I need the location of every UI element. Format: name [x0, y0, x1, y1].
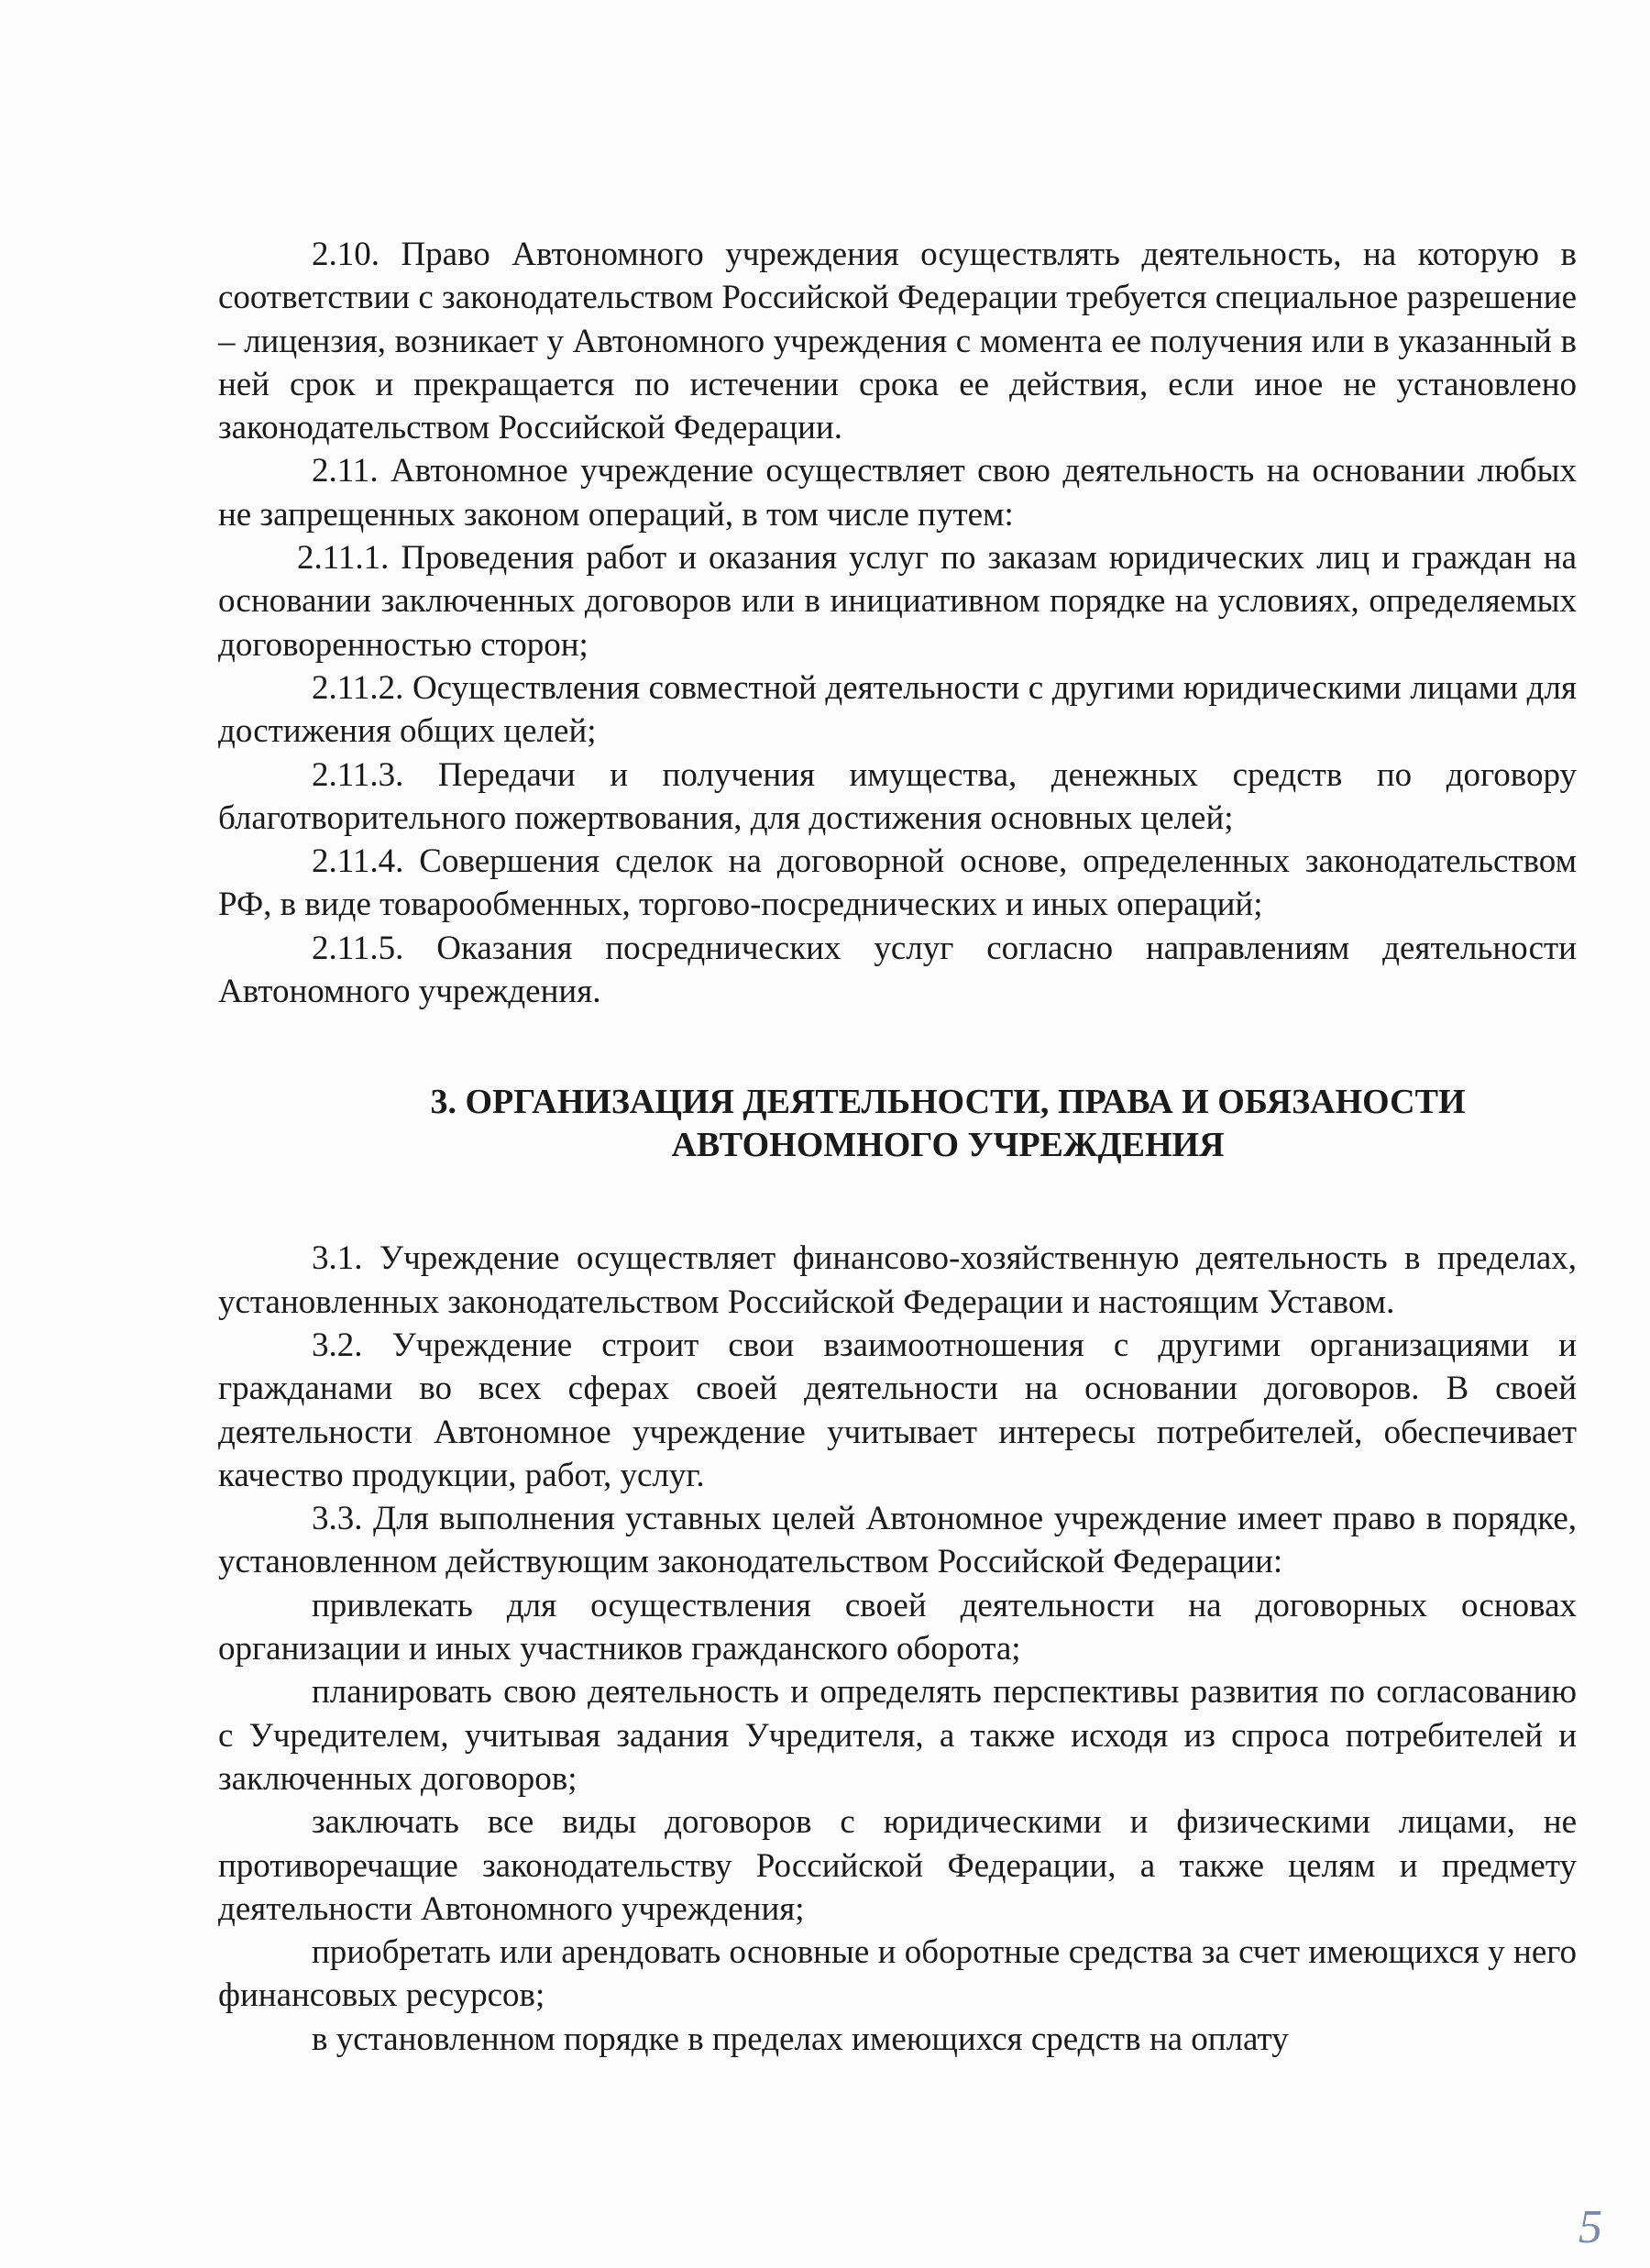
document-body: [218, 233, 1577, 2061]
paragraph-2-11-2: 2.11.2. Осуществления совместной деятельности с другими юридическими лицами для достижения общих целей;: [218, 668, 1577, 751]
paragraph-2-10: 2.10. Право Автономного учреждения осуществлять деятельность, на которую в соответствии с законодательством Российской Федерации требуется специальное разрешение – лицензия, возникает у Автономного учреждения с момента ее получения или в указанный в ней срок и прекращается по истечении срока ее действия, если иное не установлено законодательством Российской Федерации.: [218, 236, 1577, 447]
list-item-attract: привлекать для осуществления своей деятельности на договорных основах организации и иных участников гражданского оборота;: [218, 1586, 1577, 1668]
section-heading-line-1: 3. ОРГАНИЗАЦИЯ ДЕЯТЕЛЬНОСТИ, ПРАВА И ОБЯЗАНОСТИ: [430, 1083, 1466, 1122]
paragraph-2-11-4: 2.11.4. Совершения сделок на договорной основе, определенных законодательством РФ, в виде товарообменных, торгово-посреднических и иных операций;: [218, 842, 1577, 924]
section-heading: [218, 1081, 1577, 1167]
list-item-acquire: приобретать или арендовать основные и оборотные средства за счет имеющихся у него финансовых ресурсов;: [218, 1933, 1577, 2015]
list-item-contracts: заключать все виды договоров с юридическими и физическими лицами, не противоречащие законодательству Российской Федерации, а также целям и предмету деятельности Автономного учреждения;: [218, 1803, 1577, 1928]
list-item-payment: в установленном порядке в пределах имеющихся средств на оплату: [312, 2020, 1289, 2058]
paragraph-2-11: 2.11. Автономное учреждение осуществляет свою деятельность на основании любых не запрещенных законом операций, в том числе путем:: [218, 452, 1577, 534]
paragraph-3-2: 3.2. Учреждение строит свои взаимоотношения с другими организациями и гражданами во всех сферах своей деятельности на основании договоров. В своей деятельности Автономное учреждение учитывает интересы потребителей, обеспечивает качество продукции, работ, услуг.: [218, 1326, 1577, 1494]
page-number: 5: [1578, 2201, 1602, 2253]
list-item-plan: планировать свою деятельность и определять перспективы развития по согласованию с Учредителем, учитывая задания Учредителя, а также исходя из спроса потребителей и заключенных договоров;: [218, 1673, 1577, 1798]
paragraph-2-11-1: 2.11.1. Проведения работ и оказания услуг по заказам юридических лиц и граждан на основании заключенных договоров или в инициативном порядке на условиях, определяемых договоренностью сторон;: [218, 539, 1577, 664]
paragraph-2-11-3: 2.11.3. Передачи и получения имущества, денежных средств по договору благотворительного пожертвования, для достижения основных целей;: [218, 755, 1577, 837]
paragraph-3-3: 3.3. Для выполнения уставных целей Автономное учреждение имеет право в порядке, установленном действующим законодательством Российской Федерации:: [218, 1500, 1577, 1581]
paragraph-3-1: 3.1. Учреждение осуществляет финансово-хозяйственную деятельность в пределах, установленных законодательством Российской Федерации и настоящим Уставом.: [218, 1239, 1577, 1321]
section-heading-line-2: АВТОНОМНОГО УЧРЕЖДЕНИЯ: [671, 1126, 1225, 1165]
paragraph-2-11-5: 2.11.5. Оказания посреднических услуг согласно направлениям деятельности Автономного учреждения.: [218, 929, 1577, 1011]
